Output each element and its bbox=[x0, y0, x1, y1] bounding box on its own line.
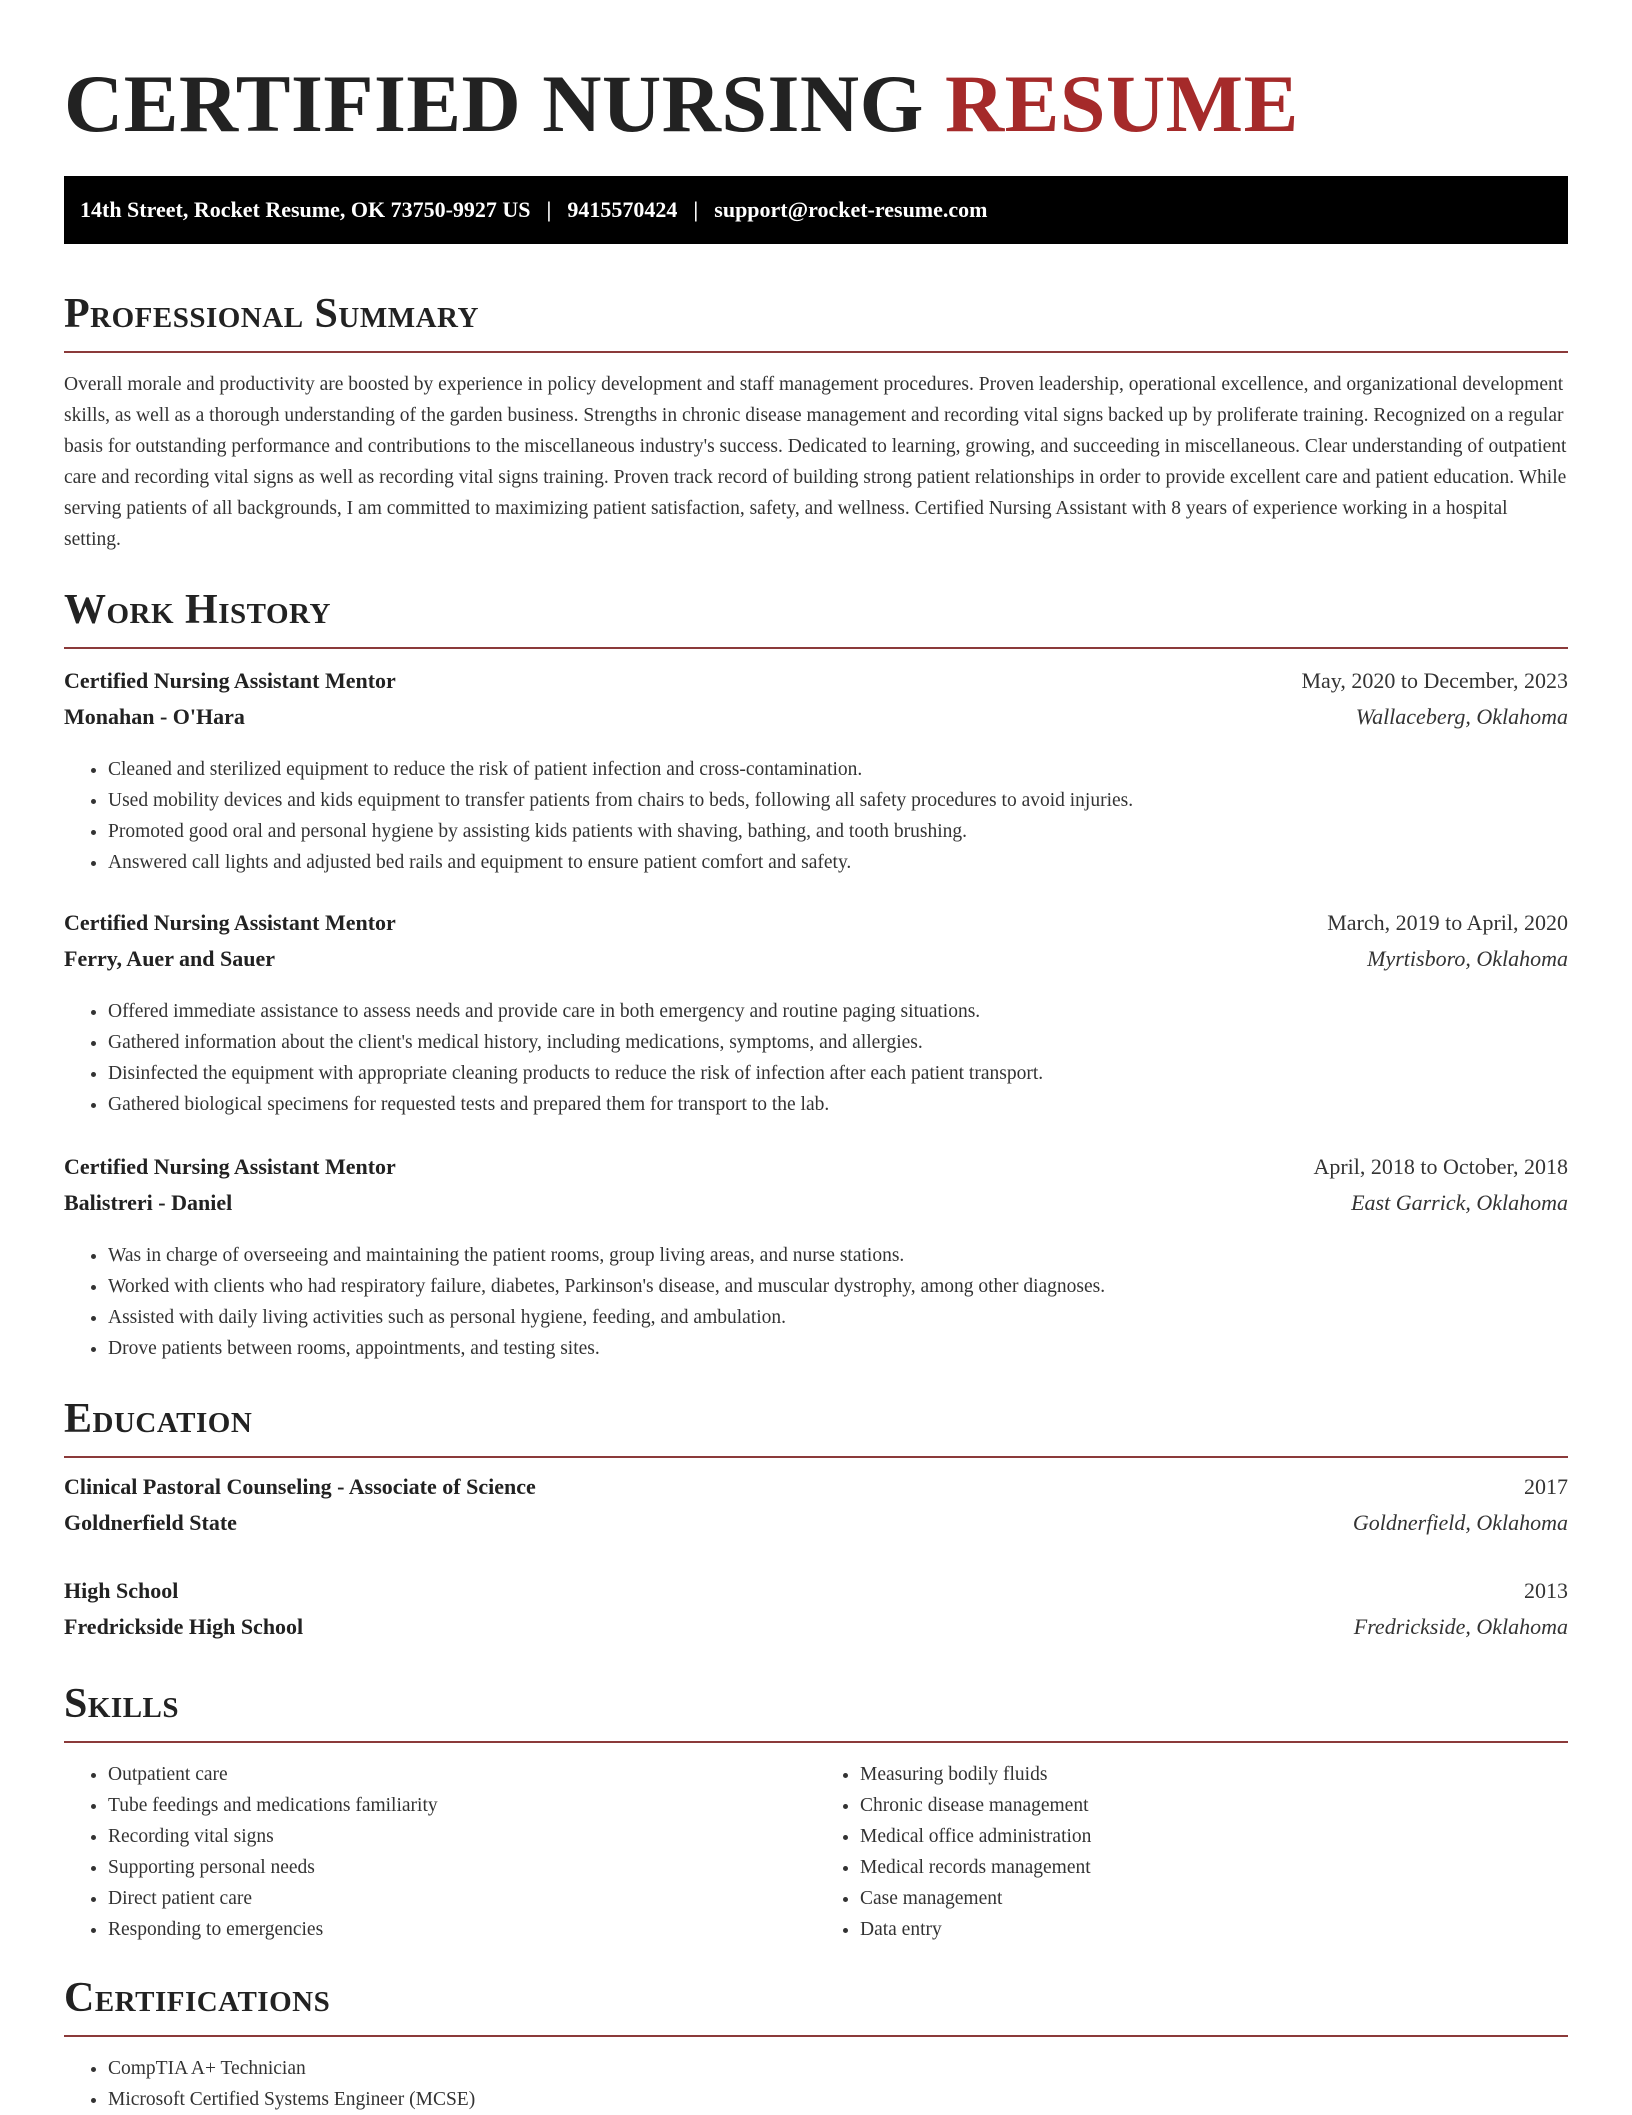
education-year: 2017 bbox=[1524, 1474, 1568, 1499]
section-divider bbox=[64, 1741, 1568, 1743]
certifications-heading: Certifications bbox=[64, 1975, 331, 2021]
job-bullets bbox=[64, 754, 1568, 878]
job-company: Monahan - O'Hara bbox=[64, 704, 245, 729]
job-location: Wallaceberg, Oklahoma bbox=[1355, 704, 1568, 729]
work-heading: Work History bbox=[64, 587, 331, 633]
skills-heading: Skills bbox=[64, 1681, 180, 1727]
title-main: CERTIFIED NURSING bbox=[64, 58, 924, 149]
list-item: • Promoted good oral and personal hygiene by assisting kids patients with shaving, bathing, and tooth brushing. bbox=[108, 816, 1568, 847]
certification-item: • Microsoft Certified Systems Engineer (MCSE) bbox=[108, 2084, 1568, 2115]
skill-item: • Medical records management bbox=[860, 1852, 1568, 1883]
contact-address: 14th Street, Rocket Resume, OK 73750-9927 US bbox=[80, 197, 531, 222]
job-entry bbox=[64, 668, 1568, 878]
section-divider bbox=[64, 647, 1568, 649]
list-item: • Cleaned and sterilized equipment to reduce the risk of patient infection and cross-contamination. bbox=[108, 754, 1568, 785]
education-degree: High School bbox=[64, 1578, 179, 1603]
contact-separator: | bbox=[546, 197, 552, 222]
skills-list bbox=[64, 1759, 1568, 1945]
education-school: Goldnerfield State bbox=[64, 1510, 237, 1535]
contact-bar bbox=[64, 176, 1568, 244]
skill-item: • Supporting personal needs bbox=[108, 1852, 816, 1883]
list-item: • Used mobility devices and kids equipment to transfer patients from chairs to beds, following all safety procedures to avoid injuries. bbox=[108, 785, 1568, 816]
list-item: • Disinfected the equipment with appropriate cleaning products to reduce the risk of infection after each patient transport. bbox=[108, 1058, 1568, 1089]
skill-item: • Outpatient care bbox=[108, 1759, 816, 1790]
skill-item: • Data entry bbox=[860, 1914, 1568, 1945]
summary-text: Overall morale and productivity are boosted by experience in policy development and staff management procedures. Proven leadership, operational excellence, and organizational development skills, as well as a thorough understanding of the garden business. Strengths in chronic disease management and recording vital signs backed up by proliferate training. Recognized on a regular basis for outstanding performance and contributions to the miscellaneous industry's success. Dedicated to learning, growing, and succeeding in miscellaneous. Clear understanding of outpatient care and recording vital signs as well as recording vital signs training. Proven track record of building strong patient relationships in order to provide excellent care and patient education. While serving patients of all backgrounds, I am committed to maximizing patient satisfaction, safety, and wellness. Certified Nursing Assistant with 8 years of experience working in a hospital setting. bbox=[64, 374, 1567, 550]
list-item: • Offered immediate assistance to assess needs and provide care in both emergency and routine paging situations. bbox=[108, 996, 1568, 1027]
education-degree: Clinical Pastoral Counseling - Associate of Science bbox=[64, 1474, 536, 1499]
job-company: Ferry, Auer and Sauer bbox=[64, 946, 276, 971]
contact-phone[interactable]: 9415570424 bbox=[567, 197, 678, 222]
skill-item: • Chronic disease management bbox=[860, 1790, 1568, 1821]
contact-separator: | bbox=[693, 197, 699, 222]
job-dates: April, 2018 to October, 2018 bbox=[1313, 1154, 1568, 1179]
skill-item: • Direct patient care bbox=[108, 1883, 816, 1914]
certification-item: • CompTIA A+ Technician bbox=[108, 2053, 1568, 2084]
job-bullets bbox=[64, 1240, 1568, 1364]
education-entry bbox=[64, 1474, 1568, 1546]
education-school: Fredrickside High School bbox=[64, 1614, 304, 1639]
education-location: Goldnerfield, Oklahoma bbox=[1352, 1510, 1568, 1535]
job-entry bbox=[64, 1154, 1568, 1364]
list-item: • Drove patients between rooms, appointments, and testing sites. bbox=[108, 1333, 1568, 1364]
list-item: • Gathered information about the client's medical history, including medications, symptoms, and allergies. bbox=[108, 1027, 1568, 1058]
job-title: Certified Nursing Assistant Mentor bbox=[64, 668, 396, 693]
skill-item: • Tube feedings and medications familiarity bbox=[108, 1790, 816, 1821]
job-dates: May, 2020 to December, 2023 bbox=[1301, 668, 1568, 693]
contact-email[interactable]: support@rocket-resume.com bbox=[714, 197, 988, 222]
list-item: • Worked with clients who had respiratory failure, diabetes, Parkinson's disease, and muscular dystrophy, among other diagnoses. bbox=[108, 1271, 1568, 1302]
job-location: Myrtisboro, Oklahoma bbox=[1367, 946, 1568, 971]
section-divider bbox=[64, 2035, 1568, 2037]
summary-heading: Professional Summary bbox=[64, 291, 479, 337]
list-item: • Was in charge of overseeing and maintaining the patient rooms, group living areas, and nurse stations. bbox=[108, 1240, 1568, 1271]
job-company: Balistreri - Daniel bbox=[64, 1190, 233, 1215]
skill-item: • Responding to emergencies bbox=[108, 1914, 816, 1945]
section-divider bbox=[64, 351, 1568, 353]
education-location: Fredrickside, Oklahoma bbox=[1353, 1614, 1568, 1639]
skill-item: • Recording vital signs bbox=[108, 1821, 816, 1852]
education-heading: Education bbox=[64, 1396, 253, 1442]
title-accent: RESUME bbox=[944, 58, 1299, 149]
job-title: Certified Nursing Assistant Mentor bbox=[64, 910, 396, 935]
skills-column-right bbox=[816, 1759, 1568, 1945]
education-year: 2013 bbox=[1524, 1578, 1568, 1603]
skills-column-left bbox=[64, 1759, 816, 1945]
skill-item: • Medical office administration bbox=[860, 1821, 1568, 1852]
resume-title bbox=[64, 0, 1568, 176]
skill-item: • Measuring bodily fluids bbox=[860, 1759, 1568, 1790]
list-item: • Gathered biological specimens for requested tests and prepared them for transport to the lab. bbox=[108, 1089, 1568, 1120]
certifications-list bbox=[0, 2053, 1568, 2115]
job-dates: March, 2019 to April, 2020 bbox=[1327, 910, 1568, 935]
skill-item: • Case management bbox=[860, 1883, 1568, 1914]
list-item: • Answered call lights and adjusted bed rails and equipment to ensure patient comfort and safety. bbox=[108, 847, 1568, 878]
job-entry bbox=[64, 910, 1568, 1120]
education-entry bbox=[64, 1578, 1568, 1650]
section-divider bbox=[64, 1456, 1568, 1458]
job-title: Certified Nursing Assistant Mentor bbox=[64, 1154, 396, 1179]
job-location: East Garrick, Oklahoma bbox=[1351, 1190, 1568, 1215]
job-bullets bbox=[64, 996, 1568, 1120]
list-item: • Assisted with daily living activities such as personal hygiene, feeding, and ambulation. bbox=[108, 1302, 1568, 1333]
